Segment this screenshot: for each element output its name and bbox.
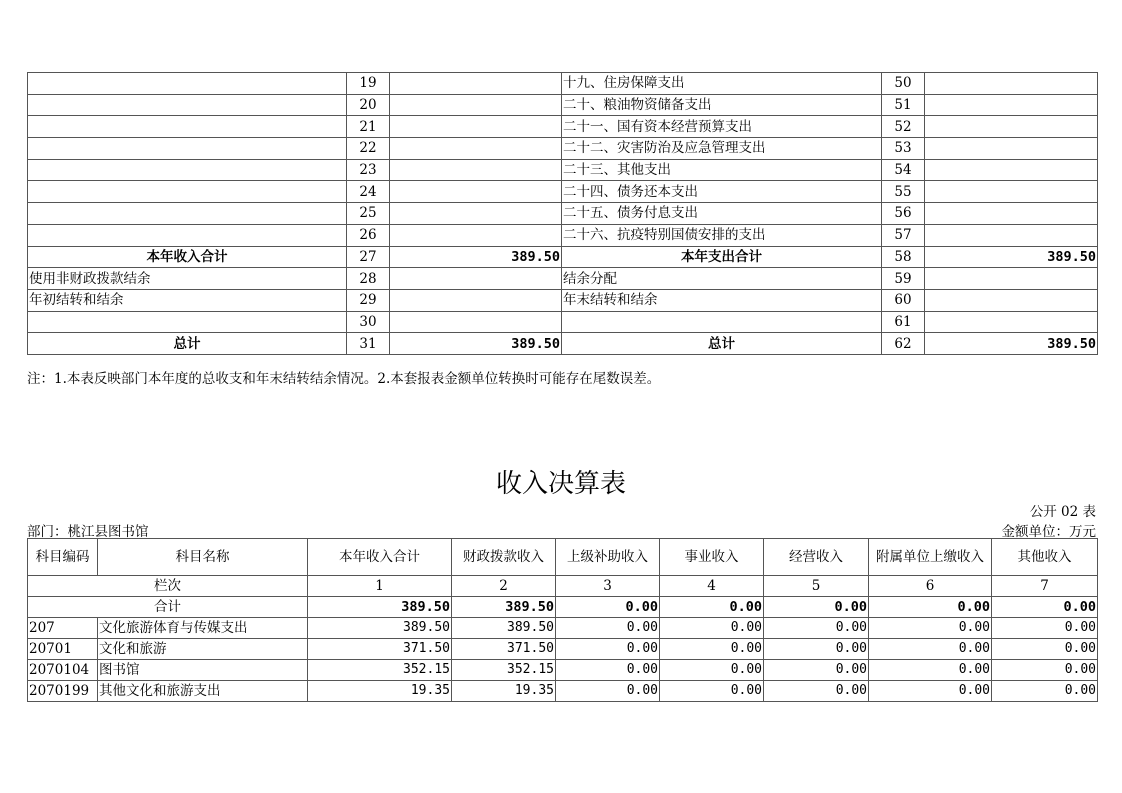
- right-amount: 389.50: [925, 246, 1098, 268]
- total-value: 0.00: [992, 597, 1098, 618]
- left-amount: [390, 268, 562, 290]
- right-row-number: 51: [882, 94, 925, 116]
- right-item-label: 总计: [562, 333, 882, 355]
- amount-cell: 0.00: [764, 639, 869, 660]
- right-item-label: 二十二、灾害防治及应急管理支出: [562, 138, 882, 160]
- right-row-number: 53: [882, 138, 925, 160]
- right-row-number: 50: [882, 73, 925, 95]
- table-row: [28, 268, 1098, 290]
- right-amount: [925, 289, 1098, 311]
- right-row-number: 62: [882, 333, 925, 355]
- left-row-number: 31: [347, 333, 390, 355]
- amount-cell: 0.00: [764, 660, 869, 681]
- right-amount: [925, 116, 1098, 138]
- right-amount: 389.50: [925, 333, 1098, 355]
- table-row: [28, 181, 1098, 203]
- header-business-income: 事业收入: [660, 539, 764, 576]
- right-amount: [925, 224, 1098, 246]
- amount-cell: 371.50: [452, 639, 556, 660]
- table-row: [28, 333, 1098, 355]
- amount-cell: 0.00: [869, 618, 992, 639]
- left-amount: [390, 94, 562, 116]
- left-item-label: [28, 138, 347, 160]
- department-label: 部门：桃江县图书馆: [27, 524, 149, 540]
- left-row-number: 24: [347, 181, 390, 203]
- table-row: [28, 116, 1098, 138]
- subject-name: 其他文化和旅游支出: [98, 681, 308, 702]
- table-row: [28, 203, 1098, 225]
- amount-unit-label: 金额单位：万元: [1001, 524, 1096, 540]
- right-item-label: 二十六、抗疫特别国债安排的支出: [562, 224, 882, 246]
- right-item-label: 结余分配: [562, 268, 882, 290]
- amount-cell: 389.50: [308, 618, 452, 639]
- right-item-label: 二十一、国有资本经营预算支出: [562, 116, 882, 138]
- column-number: 6: [869, 576, 992, 597]
- left-item-label: [28, 203, 347, 225]
- left-amount: [390, 73, 562, 95]
- right-item-label: [562, 311, 882, 333]
- header-superior-subsidy: 上级补助收入: [556, 539, 660, 576]
- right-item-label: 本年支出合计: [562, 246, 882, 268]
- left-amount: 389.50: [390, 246, 562, 268]
- left-amount: [390, 203, 562, 225]
- amount-cell: 0.00: [556, 660, 660, 681]
- table-row: [28, 660, 1098, 681]
- header-other-income: 其他收入: [992, 539, 1098, 576]
- header-affiliated-income: 附属单位上缴收入: [869, 539, 992, 576]
- left-row-number: 20: [347, 94, 390, 116]
- table-row: [28, 618, 1098, 639]
- amount-cell: 0.00: [660, 618, 764, 639]
- budget-summary-table: [27, 72, 1098, 355]
- left-item-label: [28, 73, 347, 95]
- left-row-number: 30: [347, 311, 390, 333]
- subject-name: 文化旅游体育与传媒支出: [98, 618, 308, 639]
- left-item-label: 使用非财政拨款结余: [28, 268, 347, 290]
- right-item-label: 二十、粮油物资储备支出: [562, 94, 882, 116]
- column-label: 栏次: [28, 576, 308, 597]
- amount-cell: 19.35: [452, 681, 556, 702]
- table-row: [28, 159, 1098, 181]
- subject-name: 文化和旅游: [98, 639, 308, 660]
- left-item-label: 年初结转和结余: [28, 289, 347, 311]
- column-number-row: [28, 576, 1098, 597]
- right-amount: [925, 73, 1098, 95]
- right-row-number: 60: [882, 289, 925, 311]
- total-row: [28, 597, 1098, 618]
- column-number: 1: [308, 576, 452, 597]
- header-code: 科目编码: [28, 539, 98, 576]
- table-row: [28, 681, 1098, 702]
- table-row: [28, 138, 1098, 160]
- left-item-label: [28, 159, 347, 181]
- left-row-number: 21: [347, 116, 390, 138]
- amount-cell: 0.00: [869, 660, 992, 681]
- total-value: 0.00: [869, 597, 992, 618]
- header-name: 科目名称: [98, 539, 308, 576]
- right-row-number: 58: [882, 246, 925, 268]
- form-number: 公开 02 表: [1029, 504, 1096, 520]
- left-item-label: [28, 181, 347, 203]
- amount-cell: 0.00: [660, 639, 764, 660]
- left-amount: 389.50: [390, 333, 562, 355]
- left-row-number: 22: [347, 138, 390, 160]
- right-row-number: 57: [882, 224, 925, 246]
- subject-code: 2070199: [28, 681, 98, 702]
- table-row: [28, 73, 1098, 95]
- left-amount: [390, 224, 562, 246]
- amount-cell: 0.00: [992, 660, 1098, 681]
- left-row-number: 23: [347, 159, 390, 181]
- amount-cell: 0.00: [992, 618, 1098, 639]
- right-amount: [925, 94, 1098, 116]
- amount-cell: 352.15: [308, 660, 452, 681]
- left-row-number: 25: [347, 203, 390, 225]
- column-number: 4: [660, 576, 764, 597]
- subject-code: 2070104: [28, 660, 98, 681]
- right-row-number: 52: [882, 116, 925, 138]
- amount-cell: 0.00: [556, 618, 660, 639]
- table-row: [28, 224, 1098, 246]
- amount-cell: 0.00: [992, 681, 1098, 702]
- left-amount: [390, 311, 562, 333]
- table-header-row: [28, 539, 1098, 576]
- left-item-label: 总计: [28, 333, 347, 355]
- column-number: 5: [764, 576, 869, 597]
- left-item-label: [28, 224, 347, 246]
- income-statement-table: [27, 538, 1098, 702]
- subject-code: 20701: [28, 639, 98, 660]
- table-note: 注：1.本表反映部门本年度的总收支和年末结转结余情况。2.本套报表金额单位转换时可能存在尾数误差。: [27, 371, 661, 387]
- right-amount: [925, 268, 1098, 290]
- right-amount: [925, 138, 1098, 160]
- amount-cell: 0.00: [869, 639, 992, 660]
- total-value: 389.50: [308, 597, 452, 618]
- left-row-number: 27: [347, 246, 390, 268]
- total-value: 0.00: [660, 597, 764, 618]
- amount-cell: 352.15: [452, 660, 556, 681]
- right-item-label: 年末结转和结余: [562, 289, 882, 311]
- left-item-label: 本年收入合计: [28, 246, 347, 268]
- left-row-number: 19: [347, 73, 390, 95]
- right-amount: [925, 311, 1098, 333]
- table-row: [28, 94, 1098, 116]
- right-row-number: 56: [882, 203, 925, 225]
- right-amount: [925, 181, 1098, 203]
- right-row-number: 59: [882, 268, 925, 290]
- amount-cell: 0.00: [556, 681, 660, 702]
- table-row: [28, 289, 1098, 311]
- amount-cell: 0.00: [992, 639, 1098, 660]
- amount-cell: 0.00: [660, 660, 764, 681]
- amount-cell: 19.35: [308, 681, 452, 702]
- amount-cell: 371.50: [308, 639, 452, 660]
- right-row-number: 55: [882, 181, 925, 203]
- left-amount: [390, 181, 562, 203]
- left-amount: [390, 159, 562, 181]
- table-row: [28, 311, 1098, 333]
- right-row-number: 61: [882, 311, 925, 333]
- header-fiscal-income: 财政拨款收入: [452, 539, 556, 576]
- amount-cell: 0.00: [660, 681, 764, 702]
- left-amount: [390, 289, 562, 311]
- column-number: 3: [556, 576, 660, 597]
- right-item-label: 二十三、其他支出: [562, 159, 882, 181]
- amount-cell: 0.00: [869, 681, 992, 702]
- right-amount: [925, 159, 1098, 181]
- page-title: 收入决算表: [495, 469, 626, 499]
- total-value: 0.00: [764, 597, 869, 618]
- table-row: [28, 246, 1098, 268]
- column-number: 2: [452, 576, 556, 597]
- right-item-label: 二十五、债务付息支出: [562, 203, 882, 225]
- total-value: 0.00: [556, 597, 660, 618]
- amount-cell: 0.00: [556, 639, 660, 660]
- total-value: 389.50: [452, 597, 556, 618]
- left-item-label: [28, 116, 347, 138]
- total-label: 合计: [28, 597, 308, 618]
- right-row-number: 54: [882, 159, 925, 181]
- left-amount: [390, 138, 562, 160]
- subject-code: 207: [28, 618, 98, 639]
- left-row-number: 28: [347, 268, 390, 290]
- right-amount: [925, 203, 1098, 225]
- right-item-label: 二十四、债务还本支出: [562, 181, 882, 203]
- header-operating-income: 经营收入: [764, 539, 869, 576]
- left-amount: [390, 116, 562, 138]
- header-total-income: 本年收入合计: [308, 539, 452, 576]
- left-item-label: [28, 311, 347, 333]
- left-item-label: [28, 94, 347, 116]
- subject-name: 图书馆: [98, 660, 308, 681]
- amount-cell: 0.00: [764, 618, 869, 639]
- amount-cell: 0.00: [764, 681, 869, 702]
- left-row-number: 29: [347, 289, 390, 311]
- left-row-number: 26: [347, 224, 390, 246]
- amount-cell: 389.50: [452, 618, 556, 639]
- right-item-label: 十九、住房保障支出: [562, 73, 882, 95]
- column-number: 7: [992, 576, 1098, 597]
- table-row: [28, 639, 1098, 660]
